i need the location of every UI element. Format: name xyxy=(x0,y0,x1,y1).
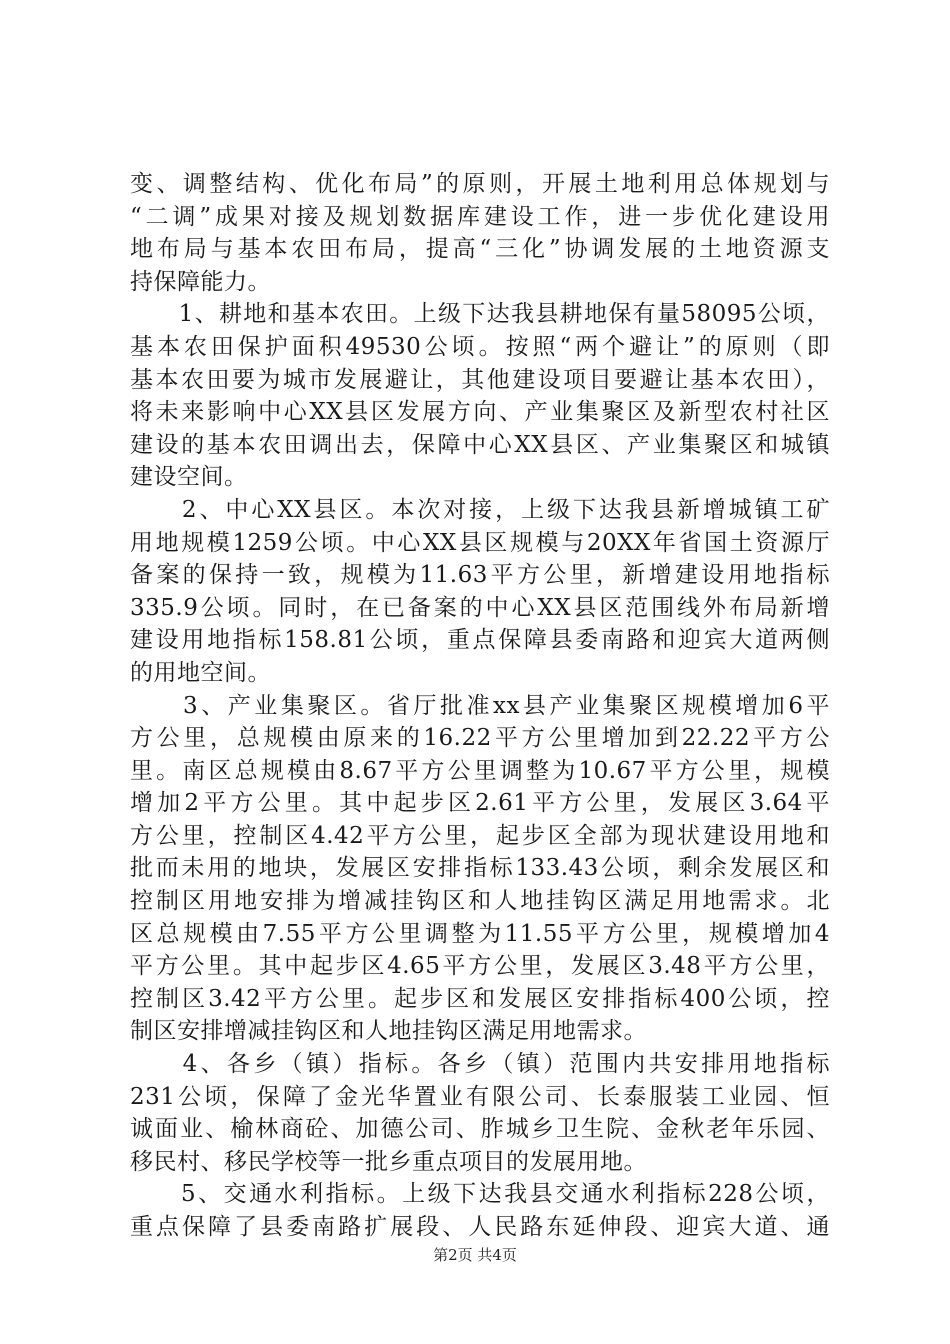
text-line: 4、各乡（镇）指标。各乡（镇）范围内共安排用地指标 xyxy=(130,1051,830,1078)
text-line: 方公里，总规模由原来的16.22平方公里增加到22.22平方公 xyxy=(130,725,830,752)
text-line: 诚面业、榆林商砼、加德公司、胙城乡卫生院、金秋老年乐园、 xyxy=(130,1116,830,1143)
text-line: 建设空间。 xyxy=(130,464,248,491)
text-line: 控制区用地安排为增减挂钩区和人地挂钩区满足用地需求。北 xyxy=(130,888,830,915)
text-line: 基本农田保护面积49530公顷。按照“两个避让”的原则（即 xyxy=(130,333,830,360)
text-line: 1、耕地和基本农田。上级下达我县耕地保有量58095公顷， xyxy=(130,301,830,328)
text-line: 重点保障了县委南路扩展段、人民路东延伸段、迎宾大道、通 xyxy=(130,1214,830,1240)
text-line: 里。南区总规模由8.67平方公里调整为10.67平方公里，规模 xyxy=(130,757,830,784)
text-line: 建设用地指标158.81公顷，重点保障县委南路和迎宾大道两侧 xyxy=(130,627,830,654)
text-line: 制区安排增减挂钩区和人地挂钩区满足用地需求。 xyxy=(130,1018,647,1045)
text-line: 方公里，控制区4.42平方公里，起步区全部为现状建设用地和 xyxy=(130,822,830,849)
text-line: 335.9公顷。同时，在已备案的中心XX县区范围线外布局新增 xyxy=(130,594,830,621)
text-line: 建设的基本农田调出去，保障中心XX县区、产业集聚区和城镇 xyxy=(130,431,830,458)
text-line: 3、产业集聚区。省厅批准xx县产业集聚区规模增加6平 xyxy=(130,692,830,719)
text-line: 的用地空间。 xyxy=(130,659,271,686)
page-footer: 第2页 共4页 xyxy=(433,1246,517,1264)
text-line: 区总规模由7.55平方公里调整为11.55平方公里，规模增加4 xyxy=(130,920,830,947)
document-body xyxy=(130,168,830,1244)
text-line: 批而未用的地块，发展区安排指标133.43公顷，剩余发展区和 xyxy=(130,855,830,882)
text-line: 控制区3.42平方公里。起步区和发展区安排指标400公顷，控 xyxy=(130,985,830,1012)
text-line: 5、交通水利指标。上级下达我县交通水利指标228公顷， xyxy=(130,1181,830,1208)
text-line: 231公顷，保障了金光华置业有限公司、长泰服装工业园、恒 xyxy=(130,1083,830,1110)
text-line: 将未来影响中心XX县区发展方向、产业集聚区及新型农村社区 xyxy=(130,399,830,426)
text-line: 备案的保持一致，规模为11.63平方公里，新增建设用地指标 xyxy=(130,562,830,589)
text-line: 变、调整结构、优化布局”的原则，开展土地利用总体规划与 xyxy=(130,171,830,197)
text-line: 移民村、移民学校等一批乡重点项目的发展用地。 xyxy=(130,1148,647,1175)
text-line: 平方公里。其中起步区4.65平方公里，发展区3.48平方公里， xyxy=(130,953,830,980)
text-line: 基本农田要为城市发展避让，其他建设项目要避让基本农田）， xyxy=(130,366,830,393)
text-line: 持保障能力。 xyxy=(130,268,271,295)
text-line: 地布局与基本农田布局，提高“三化”协调发展的土地资源支 xyxy=(130,236,830,263)
text-line: 2、中心XX县区。本次对接，上级下达我县新增城镇工矿 xyxy=(130,496,830,523)
text-line: “二调”成果对接及规划数据库建设工作，进一步优化建设用 xyxy=(130,203,830,230)
text-line: 增加2平方公里。其中起步区2.61平方公里，发展区3.64平 xyxy=(130,790,830,817)
text-line: 用地规模1259公顷。中心XX县区规模与20XX年省国土资源厅 xyxy=(130,529,830,556)
